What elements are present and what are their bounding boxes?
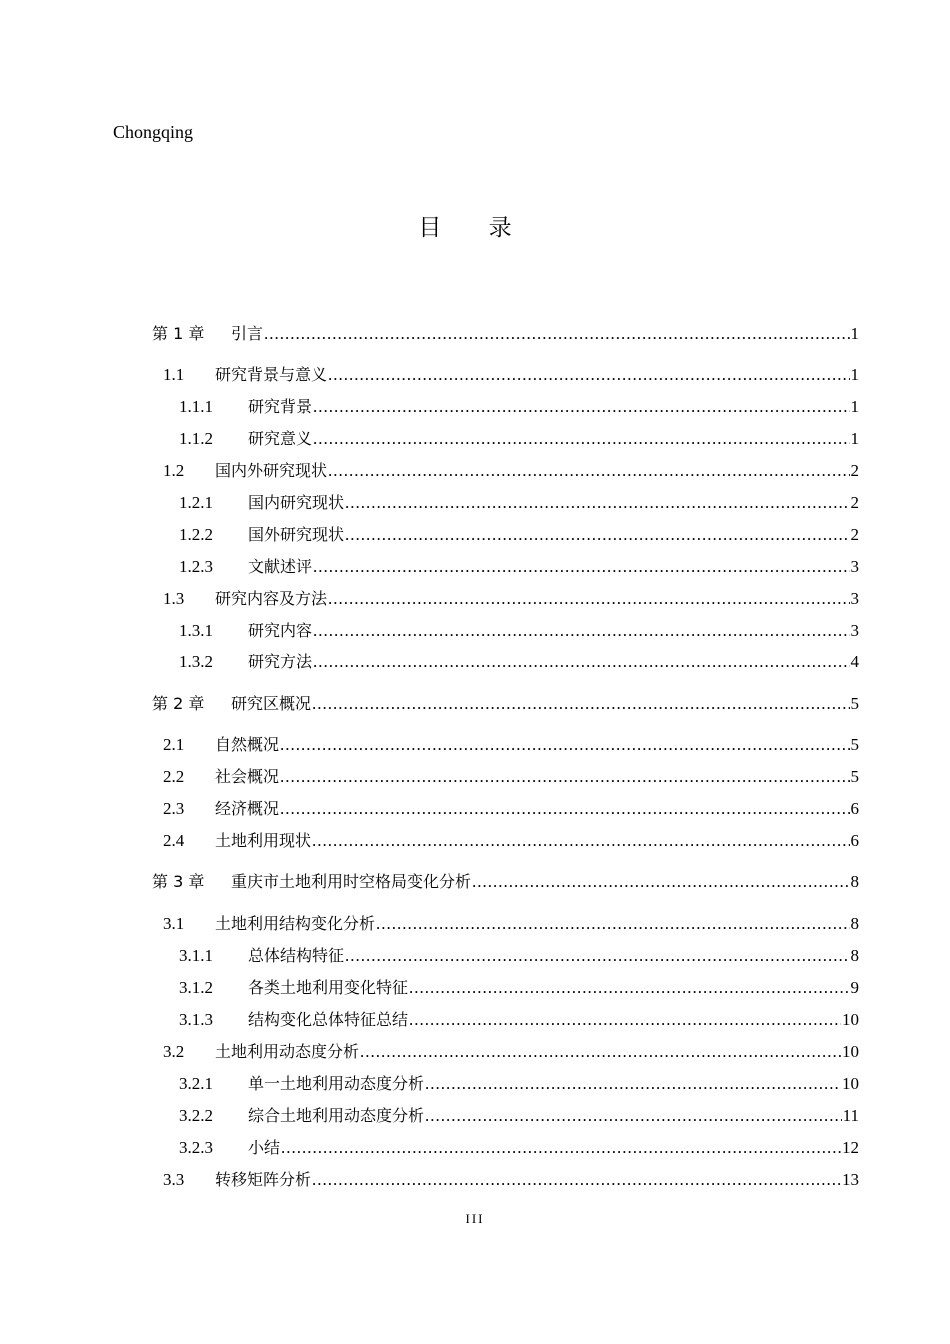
toc-leader-dots xyxy=(472,870,849,894)
toc-entry-title: 国外研究现状 xyxy=(248,525,345,544)
toc-entry-number: 1.2.3 xyxy=(179,557,213,576)
toc-entry[interactable] xyxy=(0,692,859,716)
toc-leader-dots xyxy=(409,1008,841,1032)
toc-entry-number: 2.4 xyxy=(163,831,185,850)
toc-entry[interactable] xyxy=(0,322,859,346)
toc-entry-page: 3 xyxy=(850,589,859,608)
toc-entry[interactable] xyxy=(0,427,859,451)
toc-entry-number: 3.2.2 xyxy=(179,1106,213,1125)
toc-entry-title: 土地利用现状 xyxy=(215,831,312,850)
page-number: III xyxy=(465,1211,485,1226)
toc-leader-dots xyxy=(312,829,849,853)
toc-entry-title: 研究内容及方法 xyxy=(215,589,328,608)
toc-entry[interactable] xyxy=(0,1008,859,1032)
toc-leader-dots xyxy=(280,797,849,821)
toc-entry-number: 1.2 xyxy=(163,461,185,480)
toc-entry-number: 3.1.1 xyxy=(179,946,213,965)
toc-entry-title: 单一土地利用动态度分析 xyxy=(248,1074,425,1093)
toc-title: 目 录 xyxy=(418,215,532,241)
toc-entry-title: 国内外研究现状 xyxy=(215,461,328,480)
toc-entry-title: 研究背景与意义 xyxy=(215,365,328,384)
toc-leader-dots xyxy=(360,1040,841,1064)
toc-entry[interactable] xyxy=(0,1040,859,1064)
toc-entry-page: 11 xyxy=(842,1106,859,1125)
toc-leader-dots xyxy=(425,1072,841,1096)
toc-leader-dots xyxy=(328,587,849,611)
toc-leader-dots xyxy=(281,1136,841,1160)
toc-entry-page: 3 xyxy=(850,621,859,640)
toc-entry[interactable] xyxy=(0,587,859,611)
toc-entry-page: 8 xyxy=(850,872,859,891)
toc-entry[interactable] xyxy=(0,733,859,757)
toc-entry-number: 2.2 xyxy=(163,767,185,786)
toc-entry-page: 9 xyxy=(850,978,859,997)
toc-entry-title: 文献述评 xyxy=(248,557,313,576)
toc-leader-dots xyxy=(280,733,849,757)
toc-entry-title: 研究意义 xyxy=(248,429,313,448)
toc-entry-title: 社会概况 xyxy=(215,767,280,786)
toc-entry-page: 1 xyxy=(850,397,859,416)
toc-entry[interactable] xyxy=(0,765,859,789)
toc-entry[interactable] xyxy=(0,491,859,515)
toc-entry-page: 2 xyxy=(850,525,859,544)
toc-entry-title: 小结 xyxy=(248,1138,281,1157)
toc-entry-number: 1.3 xyxy=(163,589,185,608)
toc-leader-dots xyxy=(345,944,849,968)
toc-entry-number: 第 1 章 xyxy=(152,324,205,343)
toc-entry-title: 结构变化总体特征总结 xyxy=(248,1010,409,1029)
toc-entry-page: 5 xyxy=(850,694,859,713)
toc-entry-page: 3 xyxy=(850,557,859,576)
toc-entry-number: 2.3 xyxy=(163,799,185,818)
toc-entry-title: 土地利用动态度分析 xyxy=(215,1042,360,1061)
toc-entry[interactable] xyxy=(0,944,859,968)
toc-entry[interactable] xyxy=(0,1072,859,1096)
toc-entry-page: 4 xyxy=(850,652,859,671)
toc-leader-dots xyxy=(328,459,849,483)
toc-entry-number: 3.2 xyxy=(163,1042,185,1061)
toc-entry-page: 1 xyxy=(850,429,859,448)
toc-entry-page: 1 xyxy=(850,324,859,343)
toc-entry-title: 经济概况 xyxy=(215,799,280,818)
toc-entry[interactable] xyxy=(0,459,859,483)
toc-entry-title: 转移矩阵分析 xyxy=(215,1170,312,1189)
toc-leader-dots xyxy=(345,523,849,547)
toc-entry-title: 综合土地利用动态度分析 xyxy=(248,1106,425,1125)
header-text: Chongqing xyxy=(113,122,194,142)
toc-entry[interactable] xyxy=(0,619,859,643)
toc-entry[interactable] xyxy=(0,829,859,853)
toc-leader-dots xyxy=(312,692,849,716)
toc-entry[interactable] xyxy=(0,395,859,419)
toc-entry-title: 总体结构特征 xyxy=(248,946,345,965)
toc-entry-title: 研究内容 xyxy=(248,621,313,640)
toc-entry-page: 2 xyxy=(850,493,859,512)
toc-entry-page: 5 xyxy=(850,767,859,786)
toc-leader-dots xyxy=(280,765,849,789)
toc-entry[interactable] xyxy=(0,1168,859,1192)
toc-entry-number: 1.3.1 xyxy=(179,621,213,640)
toc-entry[interactable] xyxy=(0,555,859,579)
toc-entry-number: 第 2 章 xyxy=(152,694,205,713)
toc-entry-number: 3.2.3 xyxy=(179,1138,213,1157)
toc-entry-number: 1.1.2 xyxy=(179,429,213,448)
toc-entry-title: 引言 xyxy=(231,324,264,343)
toc-entry-page: 8 xyxy=(850,914,859,933)
toc-entry-page: 10 xyxy=(842,1074,859,1093)
toc-leader-dots xyxy=(409,976,849,1000)
toc-entry-page: 8 xyxy=(850,946,859,965)
toc-leader-dots xyxy=(425,1104,842,1128)
toc-entry-page: 6 xyxy=(850,799,859,818)
toc-entry-number: 3.1 xyxy=(163,914,185,933)
toc-entry-title: 研究背景 xyxy=(248,397,313,416)
toc-entry-page: 12 xyxy=(842,1138,859,1157)
toc-leader-dots xyxy=(376,912,849,936)
toc-leader-dots xyxy=(313,427,849,451)
toc-entry-title: 国内研究现状 xyxy=(248,493,345,512)
toc-entry[interactable] xyxy=(0,912,859,936)
toc-entry-page: 1 xyxy=(850,365,859,384)
toc-entry-page: 6 xyxy=(850,831,859,850)
toc-entry-title: 研究方法 xyxy=(248,652,313,671)
toc-entry-title: 重庆市土地利用时空格局变化分析 xyxy=(231,872,472,891)
toc-entry-number: 3.1.2 xyxy=(179,978,213,997)
toc-entry-page: 10 xyxy=(842,1010,859,1029)
toc-leader-dots xyxy=(312,1168,841,1192)
toc-entry[interactable] xyxy=(0,1104,859,1128)
toc-entry-number: 1.2.1 xyxy=(179,493,213,512)
toc-entry-title: 土地利用结构变化分析 xyxy=(215,914,376,933)
toc-entry-title: 各类土地利用变化特征 xyxy=(248,978,409,997)
toc-entry-number: 3.2.1 xyxy=(179,1074,213,1093)
toc-entry-number: 3.3 xyxy=(163,1170,185,1189)
toc-leader-dots xyxy=(313,650,849,674)
toc-entry[interactable] xyxy=(0,797,859,821)
toc-entry-page: 2 xyxy=(850,461,859,480)
toc-entry[interactable] xyxy=(0,870,859,894)
toc-entry-title: 研究区概况 xyxy=(231,694,312,713)
toc-leader-dots xyxy=(313,555,849,579)
toc-entry-number: 2.1 xyxy=(163,735,185,754)
toc-entry-number: 第 3 章 xyxy=(152,872,205,891)
toc-entry[interactable] xyxy=(0,650,859,674)
toc-entry-number: 1.1.1 xyxy=(179,397,213,416)
toc-entry[interactable] xyxy=(0,363,859,387)
toc-entry[interactable] xyxy=(0,523,859,547)
toc-entry-number: 1.1 xyxy=(163,365,185,384)
toc-leader-dots xyxy=(328,363,849,387)
toc-leader-dots xyxy=(345,491,849,515)
toc-entry-number: 1.3.2 xyxy=(179,652,213,671)
toc-leader-dots xyxy=(313,619,849,643)
toc-entry-page: 10 xyxy=(842,1042,859,1061)
toc-entry[interactable] xyxy=(0,1136,859,1160)
toc-entry-title: 自然概况 xyxy=(215,735,280,754)
toc-entry[interactable] xyxy=(0,976,859,1000)
toc-entry-page: 13 xyxy=(842,1170,859,1189)
toc-leader-dots xyxy=(264,322,849,346)
toc-entry-page: 5 xyxy=(850,735,859,754)
toc-leader-dots xyxy=(313,395,849,419)
toc-entry-number: 3.1.3 xyxy=(179,1010,213,1029)
toc-entry-number: 1.2.2 xyxy=(179,525,213,544)
